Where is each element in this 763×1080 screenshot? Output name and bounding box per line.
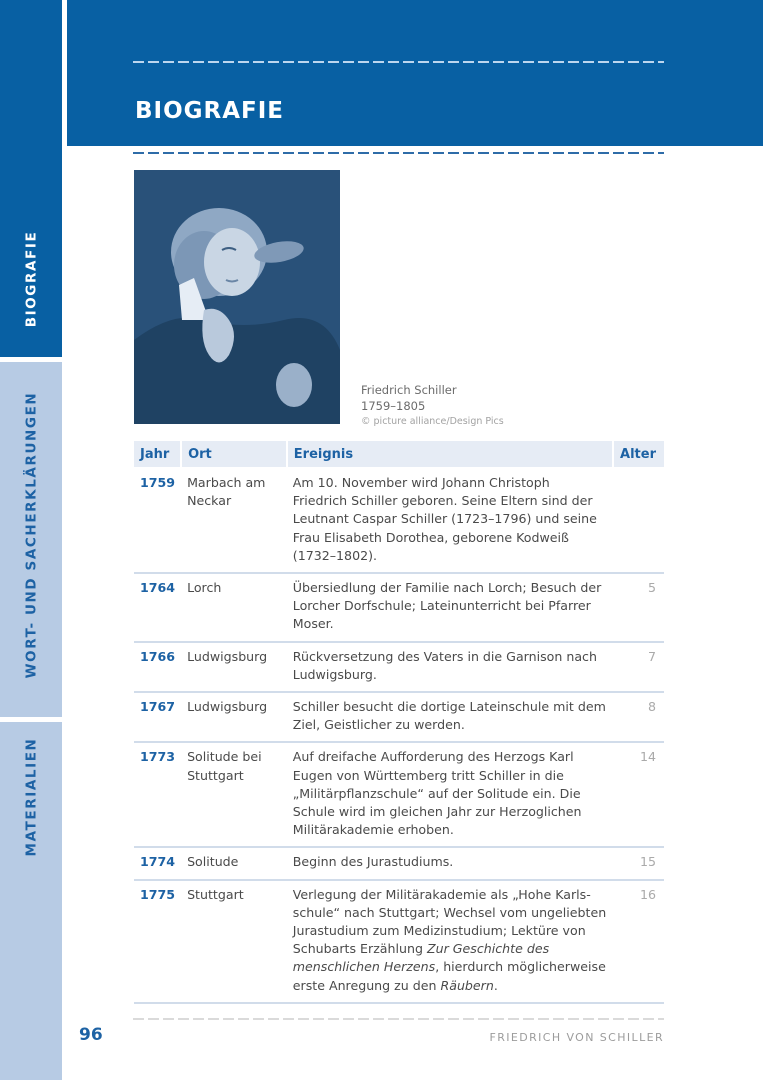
sidebar-tab-materialien[interactable] [0,722,62,882]
header-dashed-rule-top [133,61,664,63]
cell-event: Schiller besucht die dortige Lateinschule mit dem Ziel, Geistlicher zu werden. [287,692,613,742]
table-row [134,692,664,742]
cell-event: Auf dreifache Aufforderung des Herzogs Karl Eugen von Württemberg tritt Schiller in die „Militärpflanzschule“ auf der Solitude ein. Die Schule wird im gleichen Jahr zur Herzoglichen Militärakademie erhoben. [287,742,613,847]
caption-name: Friedrich Schiller [361,383,457,397]
cell-event: Am 10. November wird Johann Christoph Friedrich Schiller geboren. Seine Eltern sind der Leutnant Caspar Schiller (1723–1796) und seine Frau Elisabeth Dorothea, geborene Kodweiß (1732–1802). [287,468,613,573]
cell-year: 1764 [134,573,181,642]
cell-event: Beginn des Jurastudiums. [287,847,613,879]
work-title-italic: Räubern [440,977,494,993]
cell-place: Ludwigsburg [181,642,287,692]
table-row [134,573,664,642]
table-row [134,642,664,692]
sidebar-tab-label: WORT- UND SACHERKLÄRUNGEN [23,391,39,678]
cell-place: Stuttgart [181,880,287,1003]
cell-age: 15 [613,847,664,879]
event-text: Verlegung der Militärakademie als „Hohe Karlsschule“ nach Stuttgart; Wechsel vom ungeliebten Jurastudium zum Medizinstudium; Lektüre von Schubarts Erzählung [292,886,607,957]
cell-place: Marbach am Neckar [181,468,287,573]
event-text: , hierdurch möglicherweise erste Anregung zu den [292,959,606,993]
biography-table [134,441,664,1004]
cell-event [287,880,613,1003]
column-header-jahr: Jahr [134,441,181,468]
page-number: 96 [79,1025,103,1045]
cell-year: 1775 [134,880,181,1003]
sidebar-tab-label: MATERIALIEN [23,737,40,857]
sidebar-tab-label: BIOGRAFIE [23,230,39,327]
table-row [134,847,664,879]
portrait-caption [361,382,504,429]
page-title: BIOGRAFIE [135,98,285,124]
cell-year: 1767 [134,692,181,742]
work-title-italic: Zur Geschichte des menschlichen Herzens [292,941,550,975]
table-row [134,742,664,847]
cell-age: 5 [613,573,664,642]
sidebar [0,0,62,1080]
portrait-illustration [134,170,340,424]
column-header-alter: Alter [613,441,664,468]
cell-place: Solitude [181,847,287,879]
header-dashed-rule-bottom [133,152,664,154]
column-header-ereignis: Ereignis [287,441,613,468]
cell-event: Rückversetzung des Vaters in die Garnison nach Ludwigsburg. [287,642,613,692]
table-row [134,880,664,1003]
running-title: FRIEDRICH VON SCHILLER [489,1031,664,1044]
cell-age [613,468,664,573]
caption-credit: © picture alliance/Design Pics [361,416,504,427]
cell-place: Ludwigsburg [181,692,287,742]
sidebar-tab-wort-und-sacherklaerungen[interactable] [0,362,62,717]
column-header-ort: Ort [181,441,287,468]
cell-age: 16 [613,880,664,1003]
chapter-header [67,0,763,146]
portrait-image [134,170,340,424]
cell-year: 1766 [134,642,181,692]
event-text: . [493,977,498,993]
table-row [134,468,664,573]
cell-place: Solitude bei Stuttgart [181,742,287,847]
cell-age: 8 [613,692,664,742]
footer-dashed-rule [133,1018,664,1020]
cell-age: 14 [613,742,664,847]
cell-place: Lorch [181,573,287,642]
caption-years: 1759–1805 [361,399,426,413]
cell-age: 7 [613,642,664,692]
sidebar-tab-biografie[interactable] [0,0,62,357]
table-header-row [134,441,664,468]
cell-year: 1759 [134,468,181,573]
cell-event: Übersiedlung der Familie nach Lorch; Besuch der Lorcher Dorfschule; Lateinunterricht bei Pfarrer Moser. [287,573,613,642]
cell-year: 1773 [134,742,181,847]
cell-year: 1774 [134,847,181,879]
